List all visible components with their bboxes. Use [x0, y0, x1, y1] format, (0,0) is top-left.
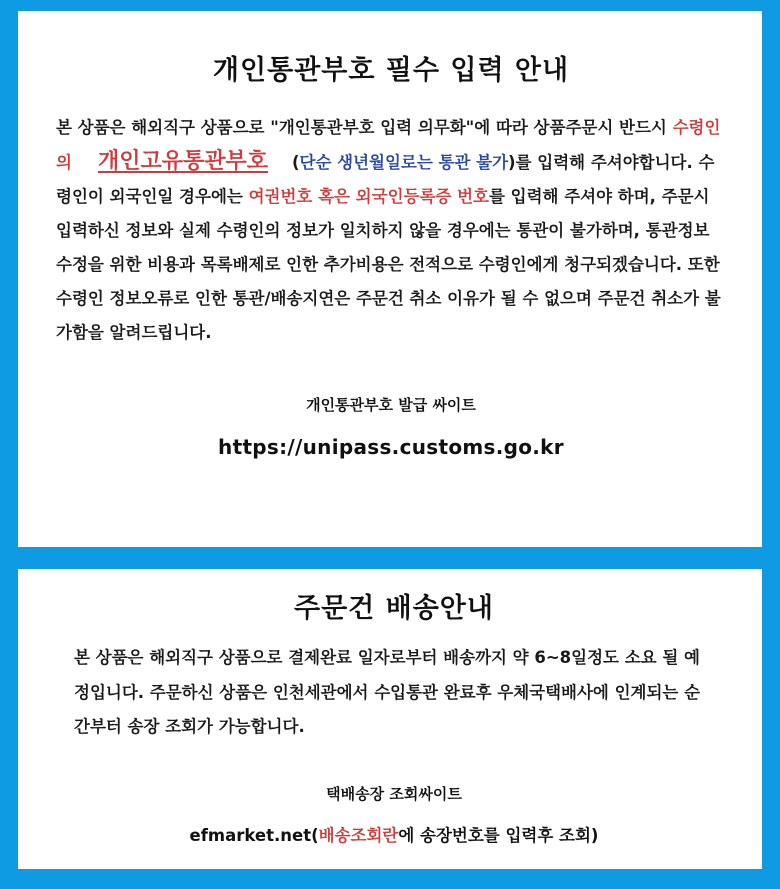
- customs-notice-panel: [18, 11, 762, 547]
- tracking-site-label: 택배송장 조회싸이트: [326, 784, 462, 803]
- customs-notice-body: [56, 111, 726, 350]
- customs-text-part-1: 본 상품은 해외직구 상품으로 "개인통관부호 입력 의무화"에 따라 상품주문시 반드시: [56, 118, 673, 137]
- shipping-notice-title: 주문건 배송안내: [294, 593, 494, 624]
- open-paren: (: [291, 153, 300, 172]
- lookup-text-pre: efmarket.net(: [189, 825, 319, 845]
- passport-number-highlight: 여권번호 혹은 외국인등록증 번호: [248, 187, 489, 206]
- customs-text-part-2: )를 입력해 주셔야합니다. 수령인이 외국인일 경우에는: [56, 153, 715, 206]
- customs-site-label: 개인통관부호 발급 싸이트: [306, 396, 476, 414]
- receiver-label: 수령인의: [56, 118, 721, 172]
- lookup-text-post: 에 송장번호를 입력후 조회): [398, 825, 599, 845]
- shipping-notice-panel: [18, 569, 762, 869]
- birthdate-not-allowed-note: 단순 생년월일로는 통관 불가: [299, 153, 509, 172]
- customs-notice-title: 개인통관부호 필수 입력 안내: [212, 55, 570, 86]
- shipping-notice-body: 본 상품은 해외직구 상품으로 결제완료 일자로부터 배송까지 약 6~8일정도 소요 될 예정입니다. 주문하신 상품은 인천세관에서 수입통관 완료후 우체국택배사에 인계되는 순간부터 송장 조회가 가능합니다.: [74, 648, 701, 736]
- tracking-lookup-instruction: [74, 822, 714, 846]
- delivery-lookup-link: 배송조회란: [318, 825, 399, 845]
- personal-customs-code-highlight: 개인고유통관부호: [97, 149, 268, 174]
- customs-text-part-3: 를 입력해 주셔야 하며, 주문시 입력하신 정보와 실제 수령인의 정보가 일치하지 않을 경우에는 통관이 불가하며, 통관정보 수정을 위한 비용과 목록배제로 인한 추가비용은 전적으로 수령인에게 청구되겠습니다. 또한 수령인 정보오류로 인한 통관/배송지연은 주문건 취소 이유가 될 수 없으며 주문건 취소가 불가함을 알려드립니다.: [56, 187, 721, 342]
- customs-site-url: https://unipass.customs.go.kr: [218, 435, 564, 459]
